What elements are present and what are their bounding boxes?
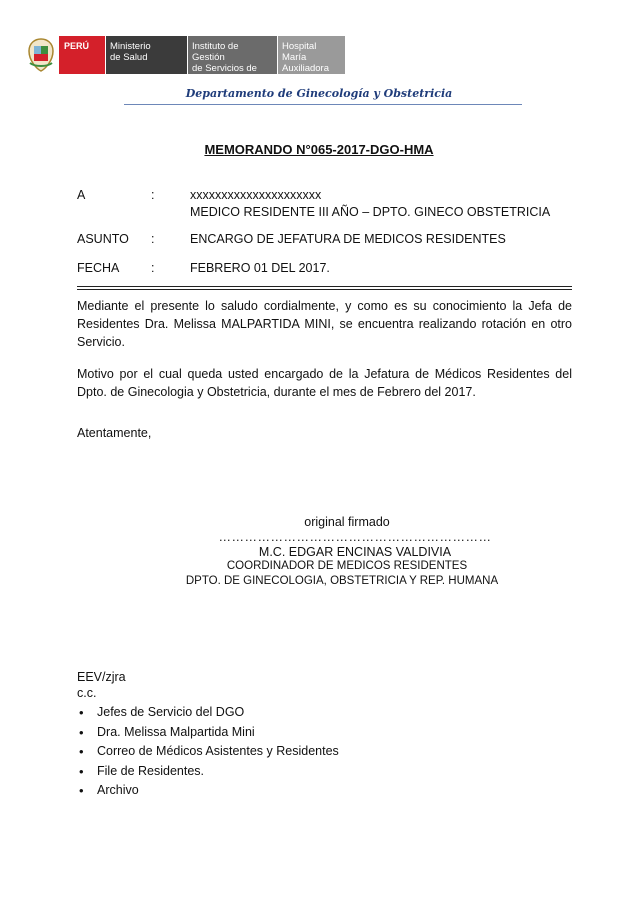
hospital-line-1: Hospital María <box>282 41 317 63</box>
field-a-value-2: MEDICO RESIDENTE III AÑO – DPTO. GINECO OBSTETRICIA <box>190 205 551 219</box>
memo-title: MEMORANDO N°065-2017-DGO-HMA <box>204 142 434 157</box>
field-asunto-value: ENCARGO DE JEFATURA DE MEDICOS RESIDENTES <box>190 232 506 246</box>
hospital-label <box>277 36 345 74</box>
field-asunto-colon: : <box>151 232 155 246</box>
header-divider <box>77 286 572 290</box>
department-underline <box>124 104 522 105</box>
cc-item: • Correo de Médicos Asistentes y Residentes <box>77 742 339 762</box>
field-asunto-label: ASUNTO <box>77 232 129 246</box>
signature-status: original firmado <box>304 515 390 529</box>
ministerio-line-1: Ministerio <box>110 41 151 52</box>
cc-list <box>77 703 339 801</box>
cc-item: • Archivo <box>77 781 339 801</box>
peru-label: PERÚ <box>59 36 105 74</box>
field-a-label: A <box>77 188 86 202</box>
header-banner <box>23 36 345 85</box>
field-a-colon: : <box>151 188 155 202</box>
ministerio-label <box>105 36 187 74</box>
cc-item: • Dra. Melissa Malpartida Mini <box>77 723 339 743</box>
hospital-line-2: Auxiliadora <box>282 63 329 74</box>
cc-label: c.c. <box>77 686 97 700</box>
field-fecha-value: FEBRERO 01 DEL 2017. <box>190 261 330 275</box>
field-fecha-colon: : <box>151 261 155 275</box>
signatory-role: COORDINADOR DE MEDICOS RESIDENTES <box>226 560 468 572</box>
signatory-department: DPTO. DE GINECOLOGIA, OBSTETRICIA Y REP. HUMANA <box>185 575 499 587</box>
instituto-line-2: de Servicios de Salud <box>192 63 257 85</box>
body-paragraph-1: Mediante el presente lo saludo cordialmente, y como es su conocimiento la Jefa de Residentes Dra. Melissa MALPARTIDA MINI, se encuentra realizando rotación en otro Servicio. <box>77 299 572 349</box>
signature-line: ……………………………………………………… <box>218 530 492 544</box>
ministerio-line-2: de Salud <box>110 52 148 63</box>
cc-item: • Jefes de Servicio del DGO <box>77 703 339 723</box>
department-title: Departamento de Ginecología y Obstetricia <box>185 87 453 100</box>
initials: EEV/zjra <box>77 670 126 684</box>
field-fecha-label: FECHA <box>77 261 120 275</box>
instituto-label <box>187 36 277 85</box>
signatory-name: M.C. EDGAR ENCINAS VALDIVIA <box>258 545 452 559</box>
field-a-value-1: xxxxxxxxxxxxxxxxxxxxx <box>190 188 322 202</box>
cc-item: • File de Residentes. <box>77 762 339 782</box>
instituto-line-1: Instituto de Gestión <box>192 41 239 63</box>
closing-text: Atentamente, <box>77 426 152 440</box>
body-paragraph-2: Motivo por el cual queda usted encargado de la Jefatura de Médicos Residentes del Dpto. de Ginecologia y Obstetricia, durante el mes de Febrero del 2017. <box>77 367 572 399</box>
national-seal-icon <box>23 36 59 74</box>
